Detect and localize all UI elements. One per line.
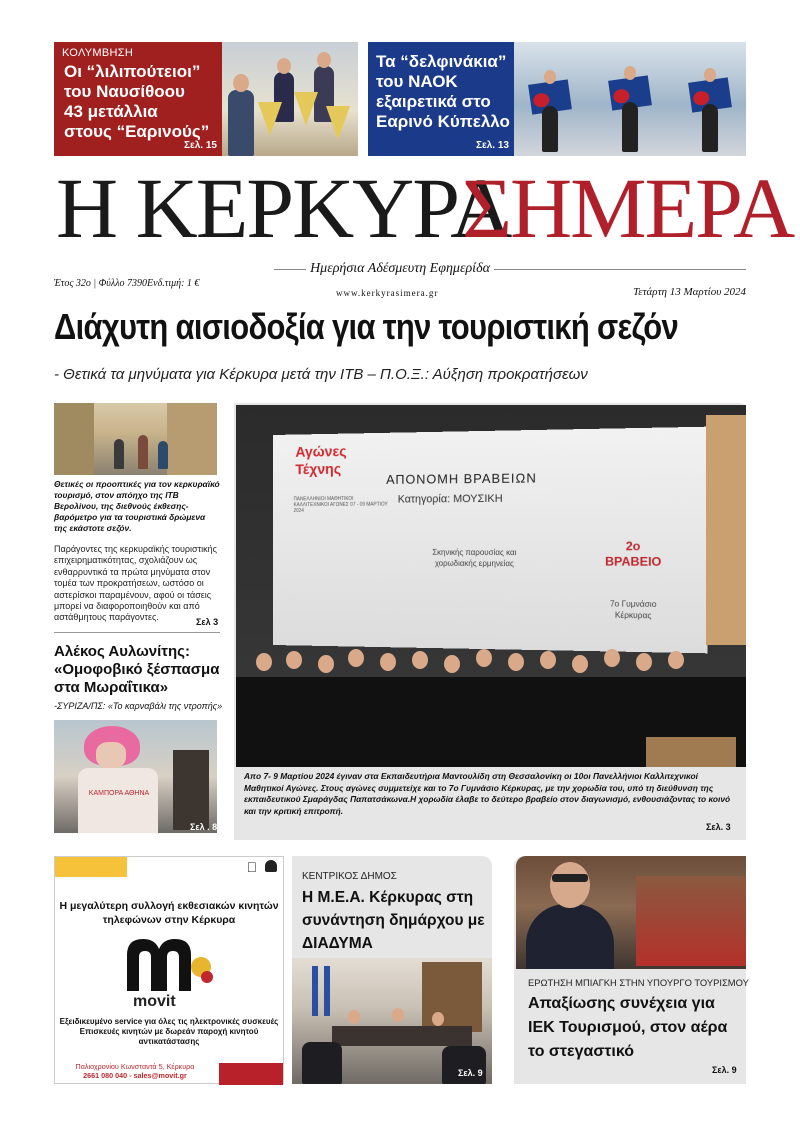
movit-advertisement[interactable] — [54, 856, 284, 1084]
carnival-page-ref[interactable]: Σελ . 8 — [190, 822, 218, 832]
tourism-photo-caption: Θετικές οι προοπτικές για τον κερκυραϊκό τουρισμό, στον απόηχο της ΙΤΒ Βερολίνου, της διεθνούς έκθεσης-βαρόμετρο για τα τουριστικά δρώμενα της εκάστοτε σεζόν. — [54, 479, 220, 533]
ad-address-line: Παλιοχρονίου Κωνσταντά 5, Κέρκυρα — [75, 1062, 195, 1071]
side-poster — [706, 415, 746, 645]
apple-icon — [247, 859, 258, 875]
android-icon — [265, 860, 277, 872]
mea-headline[interactable]: Η Μ.Ε.Α. Κέρκυρας στη συνάντηση δημάρχου με ΔΙΑΔΥΜΑ — [302, 889, 485, 952]
teaser-page-ref: Σελ. 15 — [184, 140, 217, 151]
screen-category: Κατηγορία: ΜΟΥΣΙΚΗ — [397, 492, 503, 506]
issue-info: Έτος 32ο | Φύλλο 7390Ενδ.τιμή: 1 € — [54, 278, 200, 289]
column-divider — [54, 632, 220, 633]
mayor-meeting-photo — [292, 958, 492, 1084]
ad-address — [55, 1062, 215, 1080]
choir-photo-caption: Απο 7- 9 Μαρτίου 2024 έγιναν στα Εκπαιδευτήρια Μαντουλίδη στη Θεσσαλονίκη οι 10οι Πανελλήνιοι Καλλιτεχνικοί Μαθητικοί Αγώνες. Στους αγώνες συμμετείχε και το 7ο Γυμνάσιο Κέρκυρας, με την χορωδία του, υπό τη διεύθυνση της εκπαιδευτικού Σμαράγδας Παπατσάκωνα.Η χορωδία έλαβε το δεύτερο βραβείο στον διαγωνισμό, ενθουσιάζοντας το κοινό και την κριτική επιτροπή. — [244, 771, 731, 816]
tourism-article-body: Παράγοντες της κερκυραϊκής τουριστικής επιχειρηματικότητας, σχολιάζουν ως ενθαρρυντικά τα πρώτα μηνύματα στον τομέα των προκρατήσεων, ωστόσο οι αστερίσκοι παραμένουν, αφού οι τάσεις μπορεί να διαφοροποιηθούν και από αστάθμητους παράγοντες. — [54, 544, 217, 623]
website-link[interactable]: www.kerkyrasimera.gr — [336, 288, 439, 298]
teaser-line: στους “Εαρινούς” — [64, 122, 210, 141]
teaser-headline — [64, 62, 209, 142]
teaser-headline — [376, 52, 510, 132]
choir-group — [236, 647, 746, 767]
screen-school: 7ο Γυμνάσιο Κέρκυρας — [609, 599, 657, 621]
teaser-line: Εαρινό Κύπελλο — [376, 112, 510, 131]
tourists-street-photo — [54, 403, 217, 475]
ad-brand: movit — [133, 993, 176, 1010]
carnival-effigy-photo — [54, 720, 217, 833]
publication-date: Τετάρτη 13 Μαρτίου 2024 — [633, 286, 746, 298]
naok-swimmers-photo — [514, 42, 746, 156]
tourism-page-ref[interactable]: Σελ 3 — [196, 617, 219, 627]
teaser-page-ref: Σελ. 13 — [476, 140, 509, 151]
mea-page-ref[interactable]: Σελ. 9 — [458, 1068, 483, 1078]
teaser-line: Τα “δελφινάκια” — [376, 52, 507, 71]
iek-headline[interactable]: Απαξίωσης συνέχεια για ΙΕΚ Τουρισμού, στον αέρα το στεγαστικό — [528, 995, 728, 1060]
mea-kicker: ΚΕΝΤΡΙΚΟΣ ΔΗΜΟΣ — [302, 871, 397, 882]
avlonitis-subhead: -ΣΥΡΙΖΑ/ΠΣ: «Το καρναβάλι της ντροπής» — [54, 701, 223, 711]
ad-service-text: Εξειδικευμένο service για όλες τις ηλεκτρονικές συσκευές Επισκευές κινητών με δωρεάν παροχή κινητού αντικατάστασης — [59, 1017, 279, 1046]
tagline-text: Ημερήσια Αδέσμευτη Εφημερίδα — [306, 261, 494, 276]
ad-accent-bar — [55, 857, 127, 877]
ad-contact-line: 2661 080 040 - sales@movit.gr — [83, 1071, 187, 1080]
teaser-line: 43 μετάλλια — [64, 102, 158, 121]
lead-headline[interactable]: Διάχυτη αισιοδοξία για την τουριστική σεζόν — [54, 306, 679, 347]
ad-red-bar — [219, 1063, 283, 1085]
choir-page-ref[interactable]: Σελ. 3 — [706, 822, 731, 832]
screen-section: Σκηνικής παρουσίας και χορωδιακής ερμηνείας — [432, 547, 517, 569]
movit-logo-icon — [121, 933, 217, 993]
screen-logo-sub: ΠΑΝΕΛΛΗΝΙΟΙ ΜΑΘΗΤΙΚΟΙ ΚΑΛΛΙΤΕΧΝΙΚΟΙ ΑΓΩΝΕΣ 07 - 09 ΜΑΡΤΙΟΥ 2024 — [293, 496, 388, 514]
avlonitis-headline[interactable]: Αλέκος Αυλωνίτης: «Ομοφοβικό ξέσπασμα στα Μωραΐτικα» — [54, 643, 220, 696]
teaser-line: εξαιρετικά στο — [376, 92, 491, 111]
swimmers-medal-photo — [222, 42, 358, 156]
masthead-title-part2[interactable]: ΣΗΜΕΡΑ — [462, 160, 794, 256]
iek-page-ref[interactable]: Σελ. 9 — [712, 1065, 737, 1075]
iek-kicker: ΕΡΩΤΗΣΗ ΜΠΙΑΓΚΗ ΣΤΗΝ ΥΠΟΥΡΓΟ ΤΟΥΡΙΣΜΟΥ — [528, 977, 749, 988]
teaser-line: του Ναυσίθοου — [64, 82, 185, 101]
screen-prize: 2ο ΒΡΑΒΕΙΟ — [605, 538, 662, 569]
screen-logo: Αγώνες Τέχνης — [295, 443, 347, 479]
teaser-line: του ΝΑΟΚ — [376, 72, 458, 91]
award-projection-screen — [273, 427, 707, 654]
masthead-tagline — [54, 261, 746, 277]
parliament-speaker-photo — [516, 856, 746, 969]
teaser-line: Οι “λιλιπούτειοι” — [64, 62, 201, 81]
os-icons — [247, 859, 277, 875]
teaser-naok-dolphins[interactable] — [368, 42, 746, 156]
effigy-text: ΚΑΜΠΟΡΑ ΑΘΗΝΑ — [88, 790, 150, 797]
teaser-kicker: ΚΟΛΥΜΒΗΣΗ — [62, 47, 134, 59]
choir-award-photo — [236, 405, 746, 767]
masthead-title-part1[interactable]: Η ΚΕΡΚΥΡΑ — [56, 160, 511, 256]
ad-headline: Η μεγαλύτερη συλλογή εκθεσιακών κινητών τηλεφώνων στην Κέρκυρα — [59, 900, 279, 926]
lead-subhead: - Θετικά τα μηνύματα για Κέρκυρα μετά την ΙΤΒ – Π.Ο.Ξ.: Αύξηση προκρατήσεων — [54, 366, 588, 383]
screen-title: ΑΠΟΝΟΜΗ ΒΡΑΒΕΙΩΝ — [386, 470, 537, 487]
teaser-swimming-lilliputians[interactable] — [54, 42, 358, 156]
